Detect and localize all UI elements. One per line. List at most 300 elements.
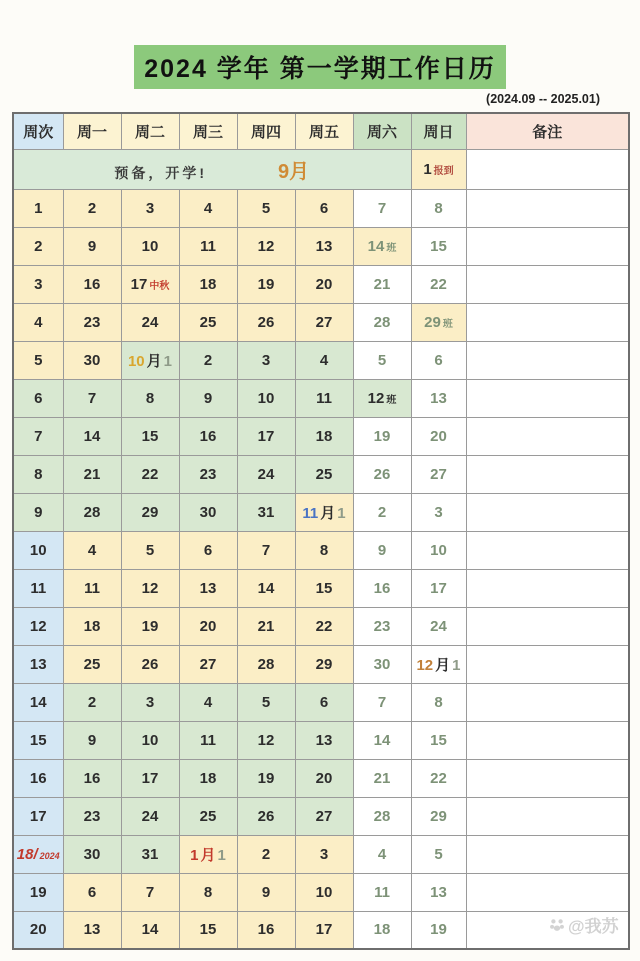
day-cell <box>179 683 237 721</box>
week-number-cell <box>13 873 63 911</box>
week-row-15 <box>13 721 629 759</box>
cell-text: 22 <box>430 275 447 293</box>
day-cell <box>179 303 237 341</box>
day-cell <box>353 341 411 379</box>
week-row-20 <box>13 911 629 949</box>
cell-text: 8 <box>203 883 213 901</box>
column-header-1: 周一 <box>63 113 121 149</box>
cell-text: 27 <box>315 807 333 825</box>
cell-text: 25 <box>199 313 217 331</box>
day-cell <box>179 455 237 493</box>
note-cell <box>466 303 629 341</box>
cell-text: 12 <box>141 579 159 597</box>
day-cell <box>353 721 411 759</box>
week-row-17 <box>13 797 629 835</box>
cell-text: 12 <box>257 731 275 749</box>
column-header-2: 周二 <box>121 113 179 149</box>
cell-text: 15 <box>430 237 447 255</box>
cell-text: 7 <box>34 427 43 445</box>
note-cell <box>466 721 629 759</box>
day-cell <box>63 721 121 759</box>
day-cell <box>237 531 295 569</box>
day-cell <box>63 569 121 607</box>
cell-text: 16 <box>373 579 391 597</box>
cell-text: 4 <box>377 845 387 863</box>
cell-text: 25 <box>315 465 333 483</box>
week-row-19 <box>13 873 629 911</box>
cell-text: 2 <box>87 693 97 711</box>
day-cell <box>295 911 353 949</box>
cell-text: 7 <box>87 389 97 407</box>
day-cell <box>295 303 353 341</box>
day-cell <box>121 683 179 721</box>
day-cell <box>237 417 295 455</box>
day-cell <box>63 835 121 873</box>
week-number-cell <box>13 607 63 645</box>
cell-text: 4 <box>203 199 213 217</box>
day-cell <box>353 303 411 341</box>
cell-text: 10 <box>315 883 333 901</box>
cell-text: 3 <box>319 845 329 863</box>
cell-text: 12 <box>416 656 434 674</box>
page-title: 2024 学年 第一学期工作日历 <box>134 45 506 89</box>
week-number-cell <box>13 721 63 759</box>
cell-text: 4 <box>87 541 97 559</box>
day-cell <box>411 379 466 417</box>
day-cell <box>179 645 237 683</box>
cell-text: 9 <box>261 883 271 901</box>
note-cell <box>466 379 629 417</box>
day-cell <box>121 835 179 873</box>
day-cell <box>63 759 121 797</box>
cell-text: 17 <box>257 427 275 445</box>
note-cell <box>466 189 629 227</box>
cell-text: 20 <box>315 769 333 787</box>
cell-text: 7 <box>377 199 387 217</box>
day-cell <box>121 455 179 493</box>
day-cell <box>179 759 237 797</box>
cell-text: 班 <box>442 318 453 330</box>
day-cell <box>63 683 121 721</box>
week-row-12 <box>13 607 629 645</box>
cell-text: 29 <box>430 807 447 825</box>
week-row-8 <box>13 455 629 493</box>
note-cell <box>466 227 629 265</box>
day-cell <box>63 493 121 531</box>
day-cell <box>411 265 466 303</box>
day-cell <box>63 303 121 341</box>
note-cell <box>466 531 629 569</box>
date-range: (2024.09 -- 2025.01) <box>486 92 600 106</box>
day-cell <box>237 759 295 797</box>
day-cell <box>121 493 179 531</box>
cell-text: 20 <box>430 427 447 445</box>
cell-text: 15 <box>141 427 159 445</box>
day-cell <box>353 455 411 493</box>
cell-text: 中秋 <box>149 280 170 292</box>
cell-text: 15 <box>430 731 447 749</box>
cell-text: 报到 <box>433 165 454 177</box>
cell-text: 6 <box>203 541 213 559</box>
cell-text: 24 <box>430 617 447 635</box>
day-cell <box>353 835 411 873</box>
cell-text: 6 <box>34 389 43 407</box>
cell-text: 1 <box>163 352 173 370</box>
cell-text: 16 <box>83 769 101 787</box>
cell-text: 17 <box>430 579 447 597</box>
cell-text: 17 <box>29 807 47 825</box>
day-cell <box>237 683 295 721</box>
cell-text: 月 <box>320 504 336 522</box>
week-number-cell <box>13 683 63 721</box>
cell-text: 26 <box>141 655 159 673</box>
day-cell <box>411 873 466 911</box>
cell-text: 29 <box>424 313 441 331</box>
cell-text: 1 <box>34 199 43 217</box>
day-cell <box>295 759 353 797</box>
day-cell <box>121 531 179 569</box>
day-cell <box>121 607 179 645</box>
day-cell <box>179 417 237 455</box>
day-cell <box>63 341 121 379</box>
title-bar <box>0 0 640 89</box>
cell-text: 3 <box>261 351 271 369</box>
day-cell <box>295 607 353 645</box>
day-cell <box>295 645 353 683</box>
cell-text: 14 <box>83 427 101 445</box>
week-row-16 <box>13 759 629 797</box>
week-number-cell <box>13 569 63 607</box>
cell-text: 17 <box>130 275 148 293</box>
cell-text: 1 <box>423 160 432 178</box>
day-cell <box>179 721 237 759</box>
cell-text: 5 <box>261 199 271 217</box>
cell-text: 11 <box>374 883 390 901</box>
note-cell <box>466 797 629 835</box>
day-cell <box>353 227 411 265</box>
cell-text: 11 <box>84 579 100 597</box>
cell-text: 18 <box>199 275 217 293</box>
day-cell <box>353 189 411 227</box>
cell-text: 16 <box>29 769 47 787</box>
day-cell <box>411 303 466 341</box>
week-number-cell <box>13 493 63 531</box>
note-cell <box>466 149 629 189</box>
watermark-text: @我苏 <box>568 917 619 936</box>
week-row-10 <box>13 531 629 569</box>
note-cell <box>466 759 629 797</box>
cell-text: 8 <box>319 541 329 559</box>
cell-text: 28 <box>373 313 391 331</box>
day-cell <box>237 569 295 607</box>
cell-text: 14 <box>141 921 159 939</box>
cell-text: 11 <box>316 389 332 407</box>
cell-text: 19 <box>257 275 275 293</box>
day-cell <box>237 303 295 341</box>
day-cell <box>411 683 466 721</box>
cell-text: 14 <box>29 693 47 711</box>
cell-text: 10 <box>257 389 275 407</box>
cell-text: 17 <box>141 769 159 787</box>
cell-text: 21 <box>257 617 275 635</box>
week-number-cell <box>13 645 63 683</box>
cell-text: 18 <box>199 769 217 787</box>
cell-text: 9 <box>377 541 387 559</box>
day-cell <box>237 493 295 531</box>
cell-text: 2 <box>261 845 271 863</box>
cell-text: 20 <box>315 275 333 293</box>
day-cell <box>63 645 121 683</box>
cell-text: 月 <box>435 656 451 674</box>
day-cell <box>237 607 295 645</box>
cell-text: 2 <box>377 503 387 521</box>
day-cell <box>63 379 121 417</box>
day-cell <box>237 455 295 493</box>
note-cell <box>466 835 629 873</box>
cell-text: 13 <box>29 655 47 673</box>
note-cell <box>466 417 629 455</box>
week-number-cell <box>13 911 63 949</box>
cell-text: 15 <box>199 921 217 939</box>
day-cell <box>179 531 237 569</box>
day-cell <box>121 379 179 417</box>
day-cell <box>411 341 466 379</box>
cell-text: 9 <box>203 389 213 407</box>
cell-text: 18 <box>83 617 101 635</box>
cell-text: 26 <box>257 807 275 825</box>
cell-text: 3 <box>434 503 443 521</box>
day-cell <box>295 569 353 607</box>
day-cell <box>295 341 353 379</box>
cell-text: 20 <box>29 921 47 939</box>
cell-text: 5 <box>434 845 443 863</box>
cell-text: 9 <box>87 237 97 255</box>
day-cell <box>63 911 121 949</box>
cell-text: 19 <box>141 617 159 635</box>
column-header-8: 备注 <box>466 113 629 149</box>
day-cell <box>237 189 295 227</box>
day-cell <box>295 835 353 873</box>
day-cell <box>411 607 466 645</box>
day-cell <box>411 455 466 493</box>
cell-text: 4 <box>34 313 43 331</box>
cell-text: 7 <box>261 541 271 559</box>
cell-text: 21 <box>373 275 391 293</box>
watermark <box>548 912 619 937</box>
note-cell <box>466 341 629 379</box>
week-row-14 <box>13 683 629 721</box>
cell-text: 23 <box>199 465 217 483</box>
cell-text: 2024 <box>39 850 60 861</box>
day-cell <box>411 911 466 949</box>
cell-text: 31 <box>257 503 275 521</box>
day-cell <box>237 341 295 379</box>
cell-text: 19 <box>257 769 275 787</box>
day-cell <box>353 531 411 569</box>
cell-text: 3 <box>34 275 43 293</box>
cell-text: 30 <box>83 845 101 863</box>
cell-text: 26 <box>257 313 275 331</box>
day-cell <box>295 379 353 417</box>
day-cell <box>237 835 295 873</box>
cell-text: 19 <box>373 427 391 445</box>
note-cell <box>466 493 629 531</box>
cell-text: 11 <box>200 237 216 255</box>
week-row-9 <box>13 493 629 531</box>
day-cell <box>353 569 411 607</box>
cell-text: 9 <box>34 503 43 521</box>
cell-text: 16 <box>83 275 101 293</box>
cell-text: 9 <box>87 731 97 749</box>
cell-text: 6 <box>319 693 329 711</box>
day-cell <box>353 493 411 531</box>
day-cell <box>63 455 121 493</box>
cell-text: 1 <box>452 656 461 674</box>
cell-text: 27 <box>430 465 447 483</box>
week-row-5 <box>13 341 629 379</box>
month-label-september: 9月 <box>278 160 310 183</box>
week-row-13 <box>13 645 629 683</box>
cell-text: 1 <box>217 846 226 864</box>
note-cell <box>466 683 629 721</box>
column-header-7: 周日 <box>411 113 466 149</box>
week-number-cell <box>13 531 63 569</box>
cell-text: 18/ <box>16 845 38 863</box>
day-cell <box>237 721 295 759</box>
cell-text: 18 <box>315 427 333 445</box>
cell-text: 1 <box>190 846 199 864</box>
note-cell <box>466 455 629 493</box>
day-cell <box>63 531 121 569</box>
day-cell <box>63 797 121 835</box>
cell-text: 8 <box>434 693 443 711</box>
week-row-4 <box>13 303 629 341</box>
day-cell <box>237 645 295 683</box>
note-cell <box>466 569 629 607</box>
week-row-7 <box>13 417 629 455</box>
day-cell <box>237 265 295 303</box>
week-number-cell <box>13 227 63 265</box>
day-cell <box>121 569 179 607</box>
day-cell <box>121 797 179 835</box>
day-cell <box>353 607 411 645</box>
cell-text: 22 <box>141 465 159 483</box>
cell-text: 3 <box>145 199 155 217</box>
cell-text: 23 <box>83 807 101 825</box>
day-cell <box>353 797 411 835</box>
cell-text: 1 <box>337 504 346 522</box>
column-header-4: 周四 <box>237 113 295 149</box>
cell-text: 13 <box>315 731 333 749</box>
day-cell <box>295 721 353 759</box>
day-cell <box>63 227 121 265</box>
week-row-3 <box>13 265 629 303</box>
cell-text: 5 <box>145 541 155 559</box>
note-cell <box>466 265 629 303</box>
cell-text: 19 <box>430 921 447 939</box>
cell-text: 班 <box>386 394 397 406</box>
cell-text: 27 <box>315 313 333 331</box>
cell-text: 11 <box>200 731 216 749</box>
cell-text: 28 <box>373 807 391 825</box>
day-cell <box>121 873 179 911</box>
column-header-3: 周三 <box>179 113 237 149</box>
day-cell <box>237 911 295 949</box>
day-cell <box>237 227 295 265</box>
cell-text: 8 <box>145 389 155 407</box>
day-cell <box>121 341 179 379</box>
cell-text: 14 <box>367 237 385 255</box>
day-cell <box>179 189 237 227</box>
cell-text: 5 <box>261 693 271 711</box>
day-cell <box>295 189 353 227</box>
cell-text: 12 <box>29 617 47 635</box>
day-cell <box>121 417 179 455</box>
day-cell <box>179 265 237 303</box>
cell-text: 25 <box>199 807 217 825</box>
calendar-table <box>12 112 630 950</box>
day-cell <box>63 189 121 227</box>
cell-text: 11 <box>30 579 47 597</box>
day-cell <box>179 873 237 911</box>
cell-text: 11 <box>302 504 319 522</box>
week-row-1 <box>13 189 629 227</box>
day-cell <box>295 873 353 911</box>
cell-text: 30 <box>199 503 217 521</box>
day-cell <box>295 265 353 303</box>
day-cell <box>353 759 411 797</box>
cell-text: 16 <box>257 921 275 939</box>
banner-text: 预备，开学! <box>114 164 208 181</box>
cell-text: 31 <box>141 845 159 863</box>
cell-text: 29 <box>315 655 333 673</box>
day-cell <box>353 417 411 455</box>
day-cell <box>237 797 295 835</box>
day-cell <box>411 721 466 759</box>
cell-text: 4 <box>203 693 213 711</box>
day-cell <box>353 645 411 683</box>
day-cell <box>121 265 179 303</box>
day-cell <box>353 911 411 949</box>
day-cell <box>353 265 411 303</box>
day-cell-report <box>411 149 466 189</box>
week-row-11 <box>13 569 629 607</box>
week-number-cell <box>13 265 63 303</box>
week-number-cell <box>13 379 63 417</box>
day-cell <box>411 759 466 797</box>
day-cell <box>353 873 411 911</box>
cell-text: 6 <box>319 199 329 217</box>
day-cell <box>295 531 353 569</box>
week-number-cell <box>13 189 63 227</box>
cell-text: 6 <box>434 351 443 369</box>
cell-text: 21 <box>373 769 391 787</box>
day-cell <box>411 569 466 607</box>
cell-text: 23 <box>373 617 391 635</box>
cell-text: 10 <box>141 237 159 255</box>
week-number-cell <box>13 759 63 797</box>
day-cell <box>179 379 237 417</box>
cell-text: 13 <box>315 237 333 255</box>
cell-text: 24 <box>141 313 159 331</box>
cell-text: 28 <box>257 655 275 673</box>
day-cell <box>121 227 179 265</box>
cell-text: 20 <box>199 617 217 635</box>
day-cell <box>179 797 237 835</box>
cell-text: 5 <box>34 351 43 369</box>
cell-text: 29 <box>141 503 159 521</box>
day-cell <box>411 227 466 265</box>
